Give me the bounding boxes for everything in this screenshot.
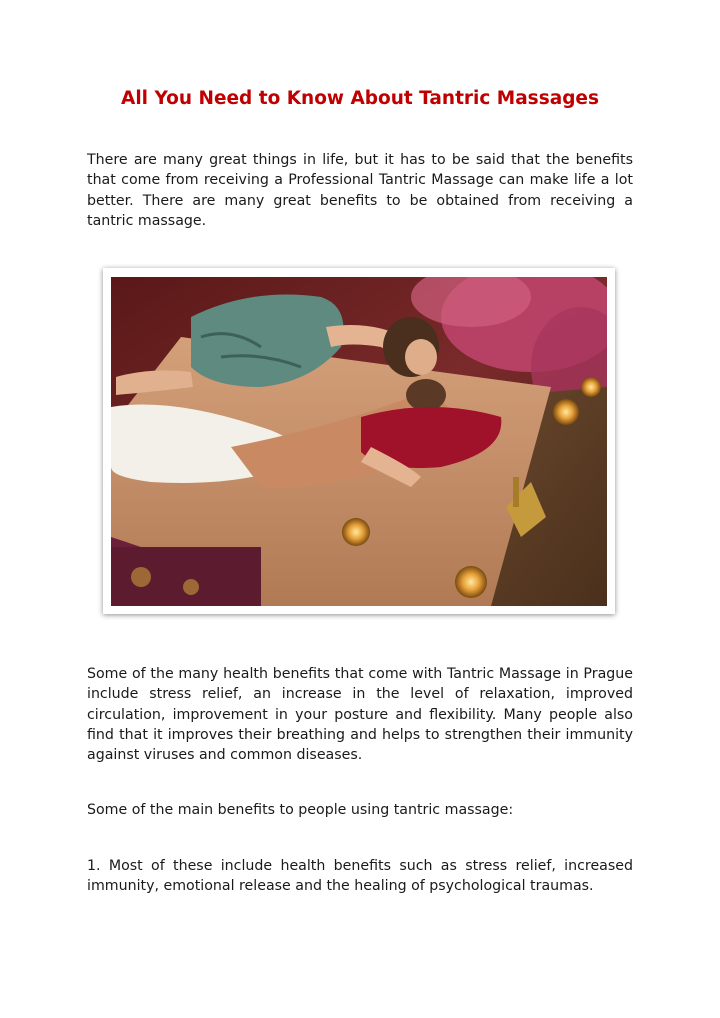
health-benefits-paragraph: Some of the many health benefits that come with Tantric Massage in Prague include stress relief, an increase in the level of relaxation, improved circulation, improvement in your posture and flexibility. Many people also find that it improves their breathing and helps to strengthen their immunity against viruses and common diseases. (87, 666, 633, 764)
photo-frame (103, 268, 615, 614)
benefit-item-1: 1. Most of these include health benefits such as stress relief, increased immunity, emotional release and the healing of psychological traumas. (87, 858, 633, 895)
benefits-intro-paragraph: Some of the main benefits to people using tantric massage: (87, 802, 514, 818)
massage-illustration (111, 277, 607, 606)
massage-photo (111, 277, 607, 606)
page-title: All You Need to Know About Tantric Massages (121, 88, 599, 109)
intro-paragraph: There are many great things in life, but it has to be said that the benefits that come from receiving a Professional Tantric Massage can make life a lot better. There are many great benefits to be obtained from receiving a tantric massage. (87, 152, 633, 229)
